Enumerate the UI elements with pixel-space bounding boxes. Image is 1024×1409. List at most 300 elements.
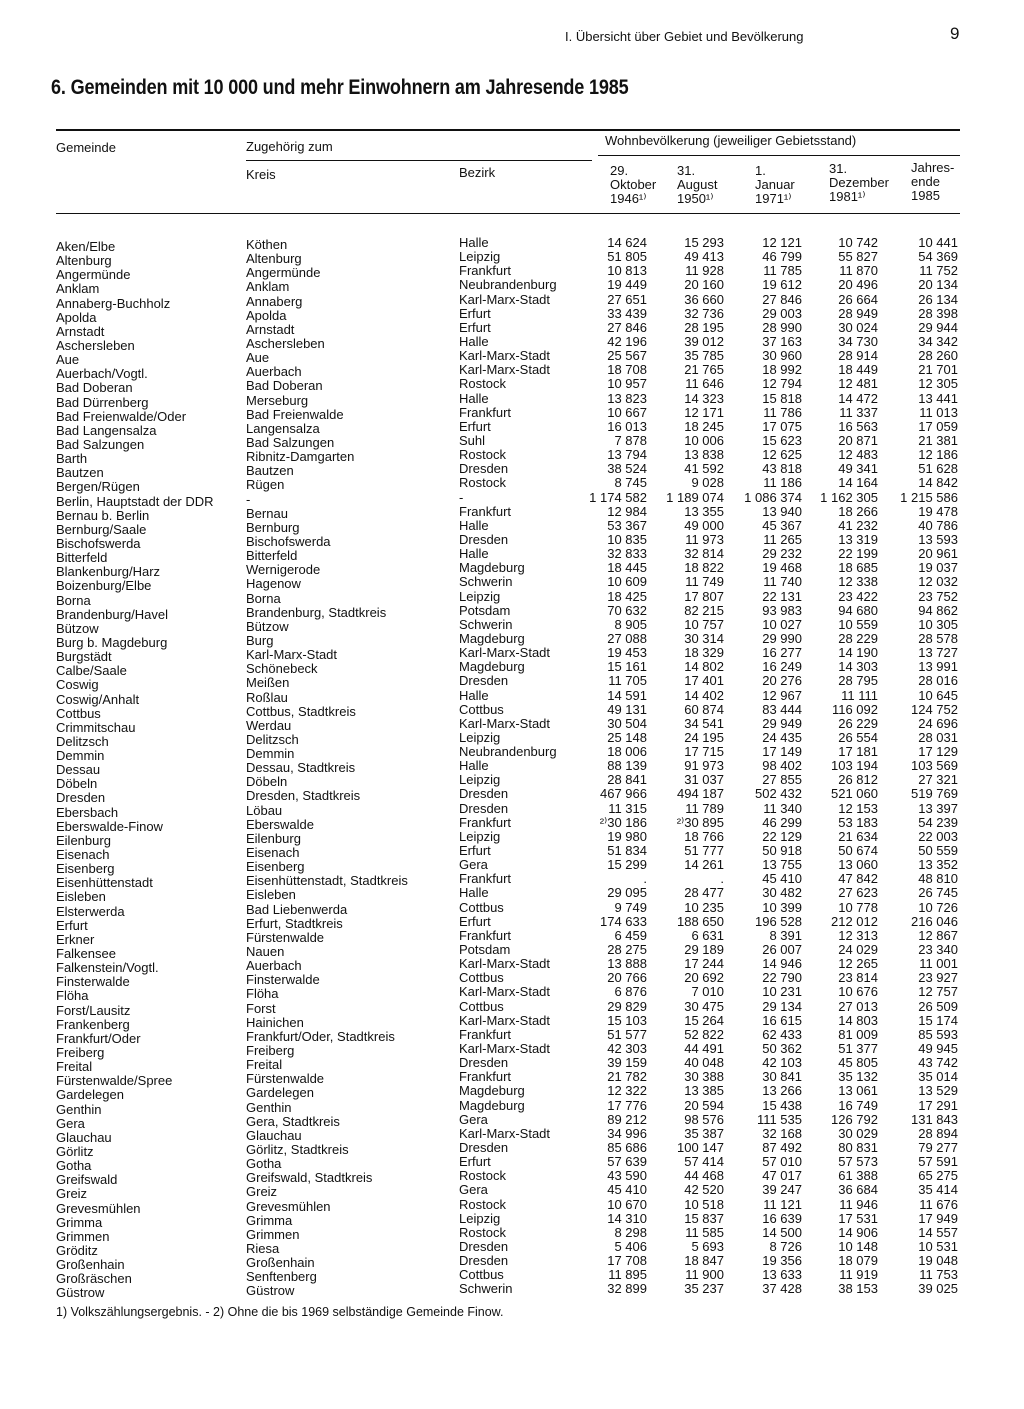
pop-1946-cell: 33 439 bbox=[607, 305, 647, 321]
pop-1971-cell: 27 855 bbox=[762, 772, 802, 788]
pop-1985-cell: 26 509 bbox=[918, 998, 958, 1014]
gemeinde-cell: Döbeln bbox=[56, 776, 98, 792]
pop-1950-cell: 17 401 bbox=[684, 673, 724, 689]
gemeinde-cell: Auerbach/Vogtl. bbox=[56, 366, 148, 382]
pop-1971-cell: 39 247 bbox=[762, 1182, 802, 1198]
table-row bbox=[0, 404, 1024, 424]
table-row bbox=[0, 291, 1024, 311]
pop-1985-cell: 11 013 bbox=[919, 404, 958, 420]
kreis-cell: Köthen bbox=[246, 237, 288, 252]
table-row bbox=[0, 588, 1024, 608]
pop-1946-cell: 25 148 bbox=[607, 729, 647, 745]
pop-1946-cell: 14 624 bbox=[607, 235, 647, 250]
gemeinde-cell: Dresden bbox=[56, 790, 106, 806]
bezirk-cell: Dresden bbox=[459, 1253, 509, 1269]
pop-1985-cell: 28 260 bbox=[918, 348, 958, 364]
kreis-cell: Nauen bbox=[246, 944, 285, 960]
pop-1981-cell: 26 664 bbox=[838, 291, 878, 307]
pop-1981-cell: 28 229 bbox=[838, 630, 878, 646]
pop-1985-cell: 216 046 bbox=[911, 913, 958, 929]
pop-1981-cell: 18 079 bbox=[838, 1253, 878, 1269]
pop-1981-cell: 14 190 bbox=[838, 645, 878, 661]
pop-1946-cell: 467 966 bbox=[600, 786, 647, 802]
pop-1950-cell: 41 592 bbox=[684, 461, 724, 477]
pop-1981-cell: 30 029 bbox=[838, 1125, 878, 1141]
bezirk-cell: Karl-Marx-Stadt bbox=[459, 1041, 551, 1057]
pop-1985-cell: 15 174 bbox=[918, 1012, 958, 1028]
gemeinde-cell: Bad Langensalza bbox=[56, 422, 157, 438]
kreis-cell: Roßlau bbox=[246, 689, 288, 705]
pop-1950-cell: 11 749 bbox=[685, 574, 724, 590]
kreis-cell: Auerbach bbox=[246, 364, 302, 380]
pop-1985-cell: 94 862 bbox=[918, 602, 958, 618]
pop-1946-cell: 30 504 bbox=[607, 715, 647, 731]
bezirk-cell: Halle bbox=[459, 687, 489, 703]
bezirk-cell: Rostock bbox=[459, 475, 506, 491]
pop-1981-cell: 50 674 bbox=[838, 843, 878, 859]
gemeinde-cell: Barth bbox=[56, 451, 88, 467]
pop-1985-cell: 12 867 bbox=[918, 927, 958, 943]
pop-1946-cell: 25 567 bbox=[607, 348, 647, 364]
pop-1971-cell: 13 755 bbox=[762, 857, 802, 873]
gemeinde-cell: Eisenach bbox=[56, 847, 110, 863]
pop-1981-cell: 18 685 bbox=[838, 560, 878, 576]
pop-1946-cell: 7 878 bbox=[614, 432, 647, 448]
bezirk-cell: Karl-Marx-Stadt bbox=[459, 645, 551, 661]
pop-1946-cell: 6 459 bbox=[614, 927, 647, 943]
pop-1971-cell: 98 402 bbox=[762, 758, 802, 774]
table-row bbox=[0, 998, 1024, 1018]
gemeinde-cell: Finsterwalde bbox=[56, 974, 130, 990]
bezirk-cell: Erfurt bbox=[459, 1154, 491, 1170]
pop-1985-cell: 10 441 bbox=[918, 235, 958, 250]
gemeinde-cell: Bützow bbox=[56, 620, 99, 636]
table-row bbox=[0, 333, 1024, 353]
kreis-cell: Löbau bbox=[246, 802, 283, 818]
pop-1971-cell: 29 134 bbox=[762, 998, 802, 1014]
bezirk-cell: Dresden bbox=[459, 673, 509, 689]
bezirk-cell: Rostock bbox=[459, 447, 506, 463]
bezirk-cell: Karl-Marx-Stadt bbox=[459, 348, 551, 364]
pop-1946-cell: 174 633 bbox=[600, 913, 647, 929]
kreis-cell: Borna bbox=[246, 590, 281, 606]
gemeinde-cell: Burgstädt bbox=[56, 649, 112, 665]
pop-1981-cell: 12 481 bbox=[838, 376, 878, 392]
kreis-cell: Bad Liebenwerda bbox=[246, 901, 348, 917]
table-row bbox=[0, 1210, 1024, 1230]
pop-1946-cell: 18 445 bbox=[607, 560, 647, 576]
pop-1971-cell: 47 017 bbox=[762, 1168, 802, 1184]
kreis-cell: Auerbach bbox=[246, 958, 302, 974]
pop-1985-cell: 11 753 bbox=[919, 1267, 958, 1283]
pop-1950-cell: 20 692 bbox=[684, 970, 724, 986]
table-row bbox=[0, 659, 1024, 679]
pop-1985-cell: 39 025 bbox=[918, 1281, 958, 1297]
bezirk-cell: Erfurt bbox=[459, 319, 491, 335]
kreis-cell: Großenhain bbox=[246, 1255, 315, 1271]
kreis-cell: Bad Freienwalde bbox=[246, 406, 344, 422]
bezirk-cell: Cottbus bbox=[459, 998, 504, 1014]
header-kreis: Kreis bbox=[246, 167, 276, 182]
pop-1985-cell: 17 291 bbox=[918, 1097, 958, 1113]
pop-1981-cell: 24 029 bbox=[838, 942, 878, 958]
gemeinde-cell: Apolda bbox=[56, 309, 97, 325]
pop-1946-cell: 13 888 bbox=[607, 956, 647, 972]
table-row bbox=[0, 1111, 1024, 1131]
pop-1981-cell: 45 805 bbox=[838, 1055, 878, 1071]
pop-1946-cell: 51 805 bbox=[607, 249, 647, 265]
pop-1971-cell: 32 168 bbox=[762, 1125, 802, 1141]
kreis-cell: Anklam bbox=[246, 279, 290, 295]
pop-1985-cell: 17 129 bbox=[918, 744, 958, 760]
pop-1971-cell: 43 818 bbox=[762, 461, 802, 477]
bezirk-cell: Frankfurt bbox=[459, 1026, 512, 1042]
bezirk-cell: Frankfurt bbox=[459, 814, 512, 830]
gemeinde-cell: Erfurt bbox=[56, 917, 88, 933]
pop-1985-cell: 49 945 bbox=[918, 1041, 958, 1057]
pop-1985-cell: 34 342 bbox=[918, 333, 958, 349]
bezirk-cell: Frankfurt bbox=[459, 1069, 512, 1085]
gemeinde-cell: Bad Dürrenberg bbox=[56, 394, 149, 410]
pop-1981-cell: 11 870 bbox=[839, 263, 878, 279]
pop-1950-cell: 14 802 bbox=[684, 659, 724, 675]
bezirk-cell: Halle bbox=[459, 546, 489, 562]
header-wohnbevoelkerung: Wohnbevölkerung (jeweiliger Gebietsstand) bbox=[605, 133, 857, 148]
pop-1971-cell: 62 433 bbox=[762, 1026, 802, 1042]
pop-1950-cell: 18 245 bbox=[684, 418, 724, 434]
pop-1950-cell: 9 028 bbox=[691, 475, 724, 491]
pop-1946-cell: 43 590 bbox=[607, 1168, 647, 1184]
pop-1950-cell: 14 323 bbox=[684, 390, 724, 406]
pop-1985-cell: 24 696 bbox=[918, 715, 958, 731]
pop-1985-cell: 13 441 bbox=[918, 390, 958, 406]
pop-1985-cell: 12 032 bbox=[918, 574, 958, 590]
pop-1950-cell: 11 646 bbox=[685, 376, 724, 392]
table-row bbox=[0, 1069, 1024, 1089]
kreis-cell: Cottbus, Stadtkreis bbox=[246, 703, 356, 719]
pop-1981-cell: 14 906 bbox=[838, 1224, 878, 1240]
pop-1981-cell: 28 949 bbox=[838, 305, 878, 321]
header-top-rule bbox=[56, 129, 960, 131]
pop-1950-cell: 13 355 bbox=[684, 503, 724, 519]
kreis-cell: Güstrow bbox=[246, 1283, 295, 1299]
gemeinde-cell: Burg b. Magdeburg bbox=[56, 634, 168, 650]
bezirk-cell: Halle bbox=[459, 758, 489, 774]
pop-1985-cell: 28 578 bbox=[918, 630, 958, 646]
pop-1985-cell: 1 215 586 bbox=[900, 489, 958, 505]
kreis-cell: Flöha bbox=[246, 986, 279, 1002]
footnote: 1) Volkszählungsergebnis. - 2) Ohne die bis 1969 selbständige Gemeinde Finow. bbox=[56, 1305, 504, 1319]
pop-1950-cell: 11 900 bbox=[685, 1267, 724, 1283]
pop-1950-cell: 20 594 bbox=[684, 1097, 724, 1113]
gemeinde-cell: Borna bbox=[56, 592, 91, 608]
pop-1971-cell: 83 444 bbox=[762, 701, 802, 717]
pop-1971-cell: 22 129 bbox=[762, 828, 802, 844]
pop-1946-cell: 42 303 bbox=[607, 1041, 647, 1057]
pop-1950-cell: 35 785 bbox=[684, 348, 724, 364]
pop-1985-cell: 50 559 bbox=[918, 843, 958, 859]
pop-1950-cell: 10 518 bbox=[684, 1196, 724, 1212]
pop-1946-cell: 51 834 bbox=[607, 843, 647, 859]
pop-1946-cell: 19 449 bbox=[607, 277, 647, 293]
pop-1950-cell: 17 715 bbox=[684, 744, 724, 760]
table-row bbox=[0, 602, 1024, 622]
bezirk-cell: Dresden bbox=[459, 1055, 509, 1071]
kreis-cell: Fürstenwalde bbox=[246, 1071, 325, 1087]
pop-1981-cell: 10 778 bbox=[838, 899, 878, 915]
gemeinde-cell: Calbe/Saale bbox=[56, 663, 127, 679]
pop-1985-cell: 13 991 bbox=[918, 659, 958, 675]
pop-1971-cell: 13 633 bbox=[762, 1267, 802, 1283]
pop-1971-cell: 15 623 bbox=[762, 432, 802, 448]
kreis-cell: - bbox=[246, 491, 251, 507]
pop-1950-cell: . bbox=[720, 871, 724, 887]
pop-1971-cell: 11 186 bbox=[763, 475, 802, 491]
gemeinde-cell: Arnstadt bbox=[56, 323, 105, 339]
pop-1971-cell: 46 799 bbox=[762, 249, 802, 265]
gemeinde-cell: Greiz bbox=[56, 1186, 88, 1202]
pop-1985-cell: 10 531 bbox=[918, 1238, 958, 1254]
pop-1946-cell: 38 524 bbox=[607, 461, 647, 477]
kreis-cell: Forst bbox=[246, 1000, 276, 1016]
bezirk-cell: Frankfurt bbox=[459, 927, 512, 943]
pop-1950-cell: 15 264 bbox=[684, 1012, 724, 1028]
pop-1950-cell: 28 195 bbox=[684, 319, 724, 335]
pop-1946-cell: 12 322 bbox=[607, 1083, 647, 1099]
table-row bbox=[0, 503, 1024, 523]
table-row bbox=[0, 828, 1024, 848]
pop-1971-cell: 37 163 bbox=[762, 333, 802, 349]
table-row bbox=[0, 616, 1024, 636]
kreis-cell: Freiberg bbox=[246, 1043, 295, 1059]
header-zugehoerig: Zugehörig zum bbox=[246, 139, 333, 154]
pop-1946-cell: 11 705 bbox=[608, 673, 647, 689]
pop-1946-cell: 42 196 bbox=[607, 333, 647, 349]
gemeinde-cell: Gröditz bbox=[56, 1242, 98, 1258]
pop-1971-cell: 37 428 bbox=[762, 1281, 802, 1297]
pop-1950-cell: 12 171 bbox=[684, 404, 724, 420]
pop-1971-cell: 28 990 bbox=[762, 319, 802, 335]
pop-1981-cell: 12 153 bbox=[838, 800, 878, 816]
pop-1981-cell: 23 814 bbox=[838, 970, 878, 986]
bezirk-cell: Leipzig bbox=[459, 1210, 501, 1226]
pop-1971-cell: 30 841 bbox=[762, 1069, 802, 1085]
pop-1981-cell: 80 831 bbox=[838, 1140, 878, 1155]
pop-1971-cell: 8 726 bbox=[769, 1238, 802, 1254]
table-row bbox=[0, 786, 1024, 806]
pop-1950-cell: 100 147 bbox=[677, 1140, 724, 1155]
table-row bbox=[0, 970, 1024, 990]
pop-1946-cell: 18 425 bbox=[607, 588, 647, 604]
pop-1946-cell: 88 139 bbox=[607, 758, 647, 774]
kreis-cell: Gotha bbox=[246, 1156, 282, 1172]
pop-1985-cell: 54 369 bbox=[918, 249, 958, 265]
pop-1946-cell: 27 088 bbox=[607, 630, 647, 646]
gemeinde-cell: Bernburg/Saale bbox=[56, 521, 147, 537]
pop-1971-cell: 29 232 bbox=[762, 546, 802, 562]
kreis-cell: Bützow bbox=[246, 618, 289, 634]
pop-1985-cell: 54 239 bbox=[918, 814, 958, 830]
gemeinde-cell: Forst/Lausitz bbox=[56, 1002, 131, 1018]
pop-1946-cell: 1 174 582 bbox=[589, 489, 647, 505]
kreis-cell: Fürstenwalde bbox=[246, 929, 325, 945]
pop-1950-cell: 15 837 bbox=[684, 1210, 724, 1226]
pop-1981-cell: 22 199 bbox=[838, 546, 878, 562]
pop-1950-cell: 14 402 bbox=[684, 687, 724, 703]
pop-1946-cell: 20 766 bbox=[607, 970, 647, 986]
pop-1981-cell: 81 009 bbox=[838, 1026, 878, 1042]
table-row bbox=[0, 1041, 1024, 1061]
pop-1950-cell: 21 765 bbox=[684, 362, 724, 378]
table-row bbox=[0, 461, 1024, 481]
pop-1985-cell: 13 593 bbox=[918, 531, 958, 547]
pop-1985-cell: 11 001 bbox=[919, 956, 958, 972]
gemeinde-cell: Gotha bbox=[56, 1158, 92, 1174]
gemeinde-cell: Großräschen bbox=[56, 1271, 132, 1287]
pop-1950-cell: 10 006 bbox=[684, 432, 724, 448]
bezirk-cell: Halle bbox=[459, 235, 489, 250]
pop-1950-cell: 32 736 bbox=[684, 305, 724, 321]
pop-1971-cell: 93 983 bbox=[762, 602, 802, 618]
pop-1981-cell: 27 013 bbox=[838, 998, 878, 1014]
pop-1950-cell: 82 215 bbox=[684, 602, 724, 618]
pop-1985-cell: 40 786 bbox=[918, 517, 958, 533]
pop-1971-cell: 196 528 bbox=[755, 913, 802, 929]
table-row bbox=[0, 984, 1024, 1004]
kreis-cell: Demmin bbox=[246, 746, 295, 762]
pop-1985-cell: 13 727 bbox=[918, 645, 958, 661]
pop-1950-cell: 13 385 bbox=[684, 1083, 724, 1099]
kreis-cell: Schönebeck bbox=[246, 661, 318, 677]
pop-1946-cell: 6 876 bbox=[614, 984, 647, 1000]
pop-1950-cell: 49 413 bbox=[684, 249, 724, 265]
pop-1950-cell: 11 789 bbox=[685, 800, 724, 816]
gemeinde-cell: Ebersbach bbox=[56, 804, 119, 820]
pop-1985-cell: 103 569 bbox=[911, 758, 958, 774]
pop-1950-cell: 18 766 bbox=[684, 828, 724, 844]
pop-1985-cell: 14 557 bbox=[918, 1224, 958, 1240]
pop-1971-cell: 8 391 bbox=[769, 927, 802, 943]
pop-1971-cell: 29 990 bbox=[762, 630, 802, 646]
pop-1946-cell: 15 103 bbox=[607, 1012, 647, 1028]
pop-1981-cell: 12 483 bbox=[838, 447, 878, 463]
pop-1971-cell: 10 027 bbox=[762, 616, 802, 632]
bezirk-cell: Cottbus bbox=[459, 701, 504, 717]
pop-1985-cell: 27 321 bbox=[918, 772, 958, 788]
gemeinde-cell: Berlin, Hauptstadt der DDR bbox=[56, 493, 214, 509]
kreis-cell: Hainichen bbox=[246, 1014, 304, 1030]
gemeinde-cell: Großenhain bbox=[56, 1257, 125, 1273]
pop-1946-cell: 19 453 bbox=[607, 645, 647, 661]
pop-1971-cell: 57 010 bbox=[762, 1154, 802, 1170]
gemeinde-cell: Falkensee bbox=[56, 946, 116, 962]
gemeinde-cell: Bischofswerda bbox=[56, 535, 141, 551]
pop-1946-cell: 27 651 bbox=[607, 291, 647, 307]
kreis-cell: Gardelegen bbox=[246, 1085, 314, 1101]
pop-1981-cell: 13 061 bbox=[838, 1083, 878, 1099]
gemeinde-cell: Altenburg bbox=[56, 253, 112, 269]
kreis-cell: Grimma bbox=[246, 1212, 293, 1228]
kreis-cell: Grimmen bbox=[246, 1226, 300, 1242]
header-bottom-rule bbox=[56, 213, 960, 214]
pop-1950-cell: 11 928 bbox=[685, 263, 724, 279]
pop-1985-cell: 85 593 bbox=[918, 1026, 958, 1042]
pop-1950-cell: 28 477 bbox=[684, 885, 724, 901]
header-sub-rule-population bbox=[598, 155, 960, 156]
pop-1971-cell: 14 500 bbox=[762, 1224, 802, 1240]
gemeinde-cell: Annaberg-Buchholz bbox=[56, 295, 171, 311]
table-row bbox=[0, 475, 1024, 495]
pop-1950-cell: 1 189 074 bbox=[666, 489, 724, 505]
pop-1985-cell: 28 016 bbox=[918, 673, 958, 689]
pop-1950-cell: 5 693 bbox=[691, 1238, 724, 1254]
page-number: 9 bbox=[950, 24, 960, 43]
pop-1950-cell: 10 235 bbox=[684, 899, 724, 915]
pop-1950-cell: 7 010 bbox=[691, 984, 724, 1000]
kreis-cell: Döbeln bbox=[246, 774, 288, 790]
pop-1946-cell: 28 275 bbox=[607, 942, 647, 958]
pop-1981-cell: 116 092 bbox=[831, 701, 878, 717]
pop-1946-cell: 5 406 bbox=[614, 1238, 647, 1254]
pop-1985-cell: 12 186 bbox=[918, 447, 958, 463]
table-row bbox=[0, 305, 1024, 325]
kreis-cell: Rügen bbox=[246, 477, 285, 493]
bezirk-cell: Erfurt bbox=[459, 305, 491, 321]
table-row bbox=[0, 249, 1024, 269]
bezirk-cell: Karl-Marx-Stadt bbox=[459, 984, 551, 1000]
pop-1981-cell: 11 946 bbox=[839, 1196, 878, 1212]
pop-1981-cell: 23 422 bbox=[838, 588, 878, 604]
pop-1950-cell: 40 048 bbox=[684, 1055, 724, 1071]
kreis-cell: Dresden, Stadtkreis bbox=[246, 788, 361, 804]
pop-1981-cell: 14 303 bbox=[838, 659, 878, 675]
pop-1985-cell: 48 810 bbox=[918, 871, 958, 887]
table-row bbox=[0, 701, 1024, 721]
pop-1950-cell: 30 388 bbox=[684, 1069, 724, 1085]
pop-1946-cell: 11 895 bbox=[608, 1267, 647, 1283]
table-row bbox=[0, 1182, 1024, 1202]
bezirk-cell: Karl-Marx-Stadt bbox=[459, 1125, 551, 1141]
kreis-cell: Delitzsch bbox=[246, 731, 299, 747]
table-row bbox=[0, 263, 1024, 283]
kreis-cell: Aschersleben bbox=[246, 335, 325, 351]
header-col-1971: 1. Januar 1971¹⁾ bbox=[755, 163, 795, 206]
table-row bbox=[0, 645, 1024, 665]
pop-1981-cell: 12 265 bbox=[838, 956, 878, 972]
table-row bbox=[0, 913, 1024, 933]
pop-1971-cell: 11 785 bbox=[763, 263, 802, 279]
pop-1981-cell: 16 563 bbox=[838, 418, 878, 434]
pop-1985-cell: 20 134 bbox=[918, 277, 958, 293]
bezirk-cell: Karl-Marx-Stadt bbox=[459, 715, 551, 731]
pop-1950-cell: 60 874 bbox=[684, 701, 724, 717]
pop-1971-cell: 16 277 bbox=[762, 645, 802, 661]
kreis-cell: Bischofswerda bbox=[246, 533, 331, 549]
pop-1985-cell: 26 745 bbox=[918, 885, 958, 901]
pop-1946-cell: 21 782 bbox=[607, 1069, 647, 1085]
gemeinde-cell: Boizenburg/Elbe bbox=[56, 578, 152, 594]
kreis-cell: Erfurt, Stadtkreis bbox=[246, 915, 343, 931]
pop-1950-cell: 29 189 bbox=[684, 942, 724, 958]
header-col-1985: Jahres- ende 1985 bbox=[911, 160, 955, 203]
gemeinde-cell: Güstrow bbox=[56, 1285, 105, 1301]
pop-1971-cell: 18 992 bbox=[762, 362, 802, 378]
pop-1950-cell: 18 329 bbox=[684, 645, 724, 661]
pop-1981-cell: 126 792 bbox=[831, 1111, 878, 1127]
bezirk-cell: Cottbus bbox=[459, 970, 504, 986]
pop-1971-cell: 11 740 bbox=[763, 574, 802, 590]
pop-1981-cell: 34 730 bbox=[838, 333, 878, 349]
